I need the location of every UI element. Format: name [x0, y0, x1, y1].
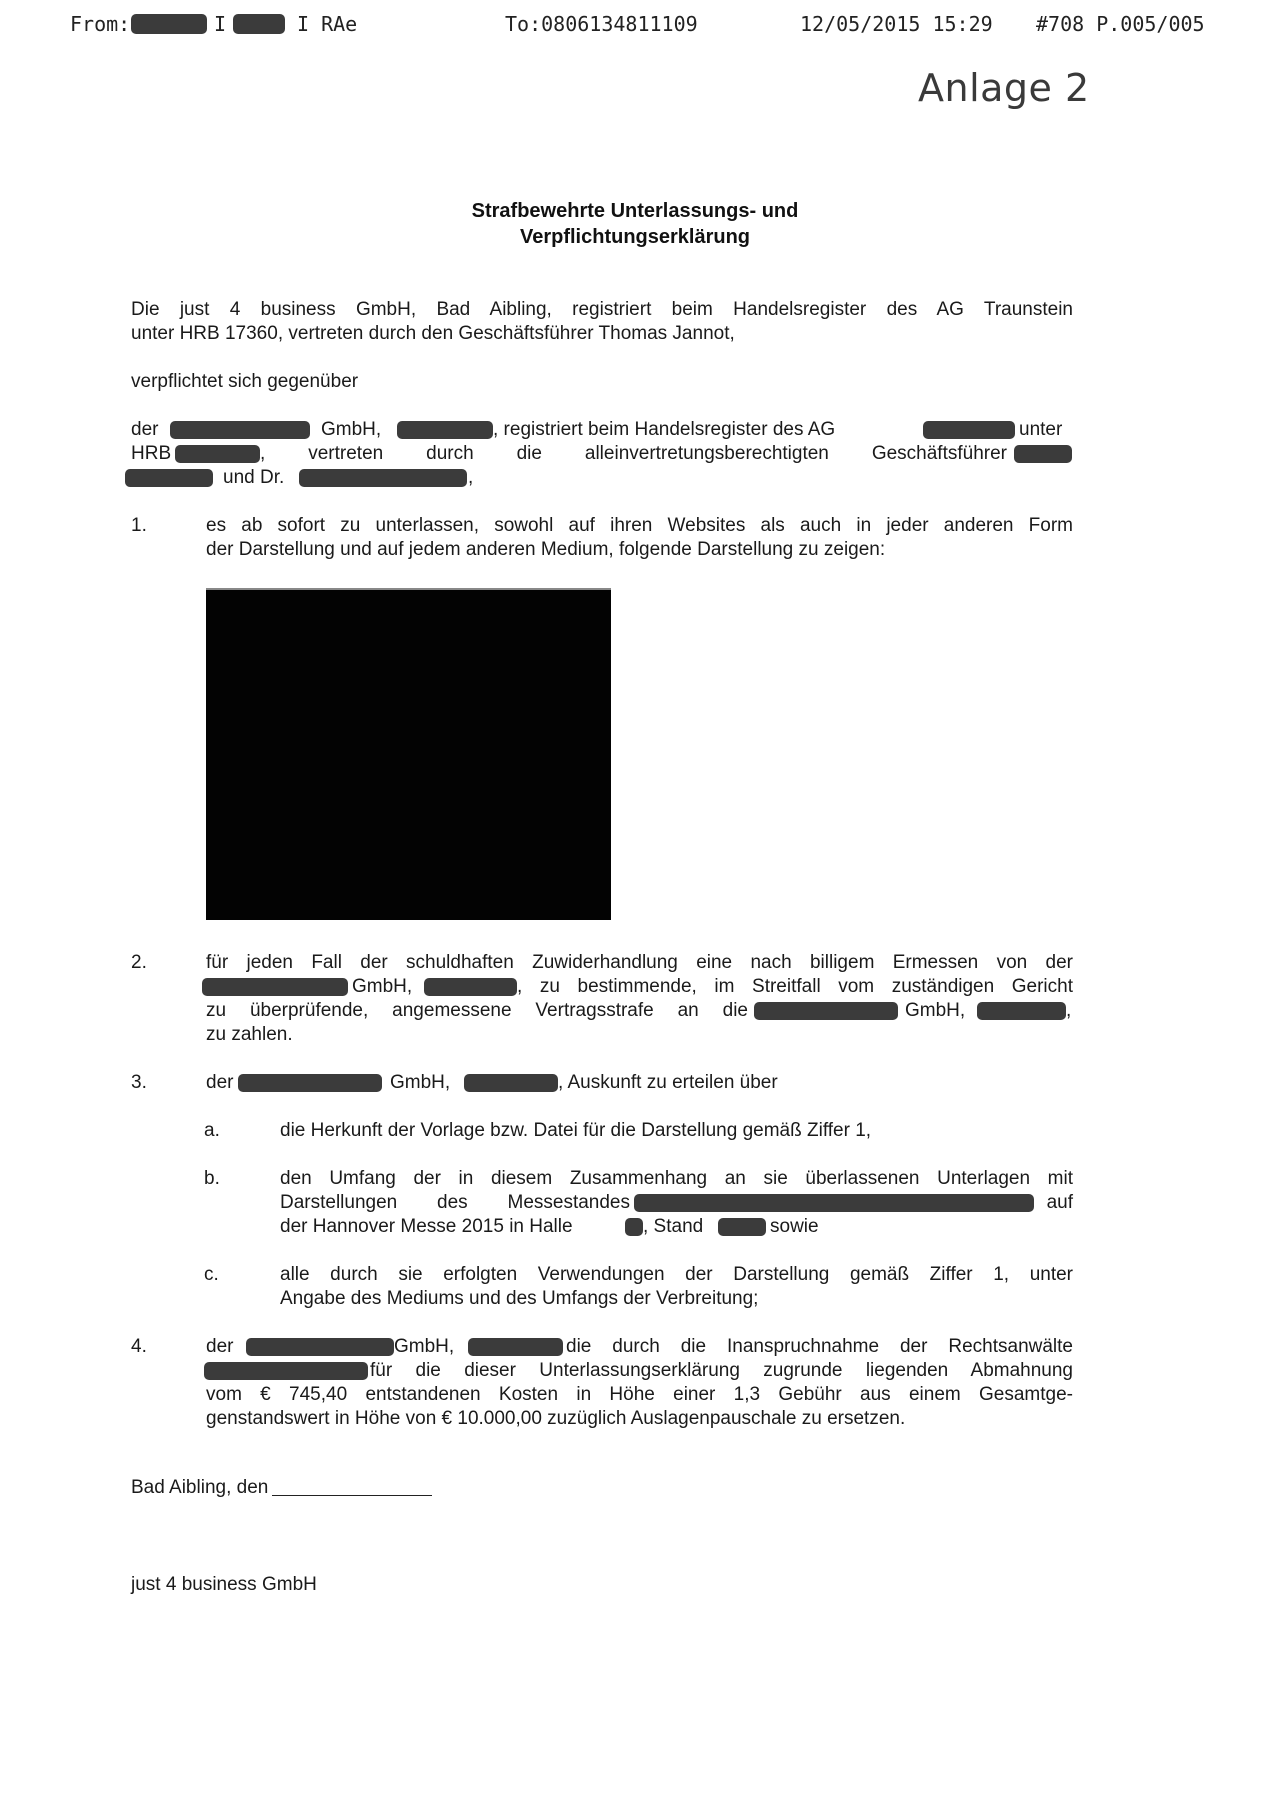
item-3-line-1	[206, 1071, 1073, 1095]
fax-header	[0, 12, 1270, 42]
item-2-gmbh: GmbH,	[352, 976, 413, 997]
redaction-hall	[625, 1218, 643, 1242]
item-4-warning-text: für die dieser Unterlassungserklärung zugrunde liegenden Abmahnung	[370, 1360, 1073, 1381]
item-3b-line-3	[280, 1215, 1073, 1239]
item-3-der: der	[206, 1072, 234, 1093]
title-line-1: Strafbewehrte Unterlassungs- und	[471, 200, 799, 222]
item-3b-messe-text: der Hannover Messe 2015 in Halle	[280, 1216, 573, 1237]
party-line-1	[131, 418, 1073, 442]
item-1-text	[206, 514, 1073, 562]
party-und-dr: und Dr.	[223, 467, 285, 488]
item-2-determine-text: , zu bestimmende, im Streitfall vom zuständigen Gericht	[517, 976, 1073, 997]
title-line-2: Verpflichtungserklärung	[519, 226, 751, 248]
redaction-item2-name-2	[754, 1002, 898, 1026]
redaction-stand-number	[718, 1218, 766, 1242]
item-4-gmbh: GmbH,	[394, 1336, 455, 1357]
fax-from-label: From:	[70, 12, 131, 36]
party-represented-text: , vertreten durch die alleinvertretungsberechtigten Geschäftsführer	[260, 443, 1007, 464]
party-register-text: , registriert beim Handelsregister des AG	[493, 419, 836, 440]
item-2-gmbh-2: GmbH,	[905, 1000, 966, 1021]
item-4-line-1	[206, 1335, 1073, 1359]
party-line-2	[131, 442, 1073, 466]
item-4-text	[206, 1335, 1073, 1431]
party-gmbh: GmbH,	[321, 419, 382, 440]
item-3a-text: die Herkunft der Vorlage bzw. Datei für die Darstellung gemäß Ziffer 1,	[280, 1120, 872, 1141]
redaction-item2-city-2	[977, 1002, 1066, 1026]
item-3b-auf: auf	[1046, 1192, 1073, 1213]
item-2-line-1: für jeden Fall der schuldhaften Zuwiderhandlung eine nach billigem Ermessen von der	[206, 952, 1073, 973]
item-3b-sowie: sowie	[770, 1216, 819, 1237]
redaction-item3-name	[238, 1074, 382, 1098]
date-blank-line	[272, 1495, 432, 1496]
party-paragraph	[131, 418, 1073, 490]
party-unter: unter	[1019, 419, 1063, 440]
item-3-information-text: , Auskunft zu erteilen über	[558, 1072, 778, 1093]
redaction-item3-city	[464, 1074, 558, 1098]
item-1-line-1: es ab sofort zu unterlassen, sowohl auf ihren Websites als auch in jeder anderen Form	[206, 515, 1073, 536]
party-line-3	[131, 466, 1073, 490]
item-4-line-3: vom € 745,40 entstandenen Kosten in Höhe einer 1,3 Gebühr aus einem Gesamtge-	[206, 1384, 1073, 1405]
place-date-label: Bad Aibling, den	[131, 1477, 269, 1498]
item-3c-line-1: alle durch sie erfolgten Verwendungen der Darstellung gemäß Ziffer 1, unter	[280, 1264, 1073, 1285]
item-4-number: 4.	[131, 1336, 147, 1357]
item-3c-text	[280, 1263, 1073, 1311]
redaction-law-firm	[204, 1362, 368, 1386]
item-3-gmbh: GmbH,	[390, 1072, 451, 1093]
item-4-der: der	[206, 1336, 234, 1357]
attachment-mark: Anlage 2	[918, 66, 1090, 110]
item-2-line-3	[206, 999, 1073, 1023]
item-2-penalty-text: zu überprüfende, angemessene Vertragsstrafe an die	[206, 1000, 748, 1021]
fax-sender-suffix: I RAe	[297, 12, 358, 36]
fax-recipient: To:0806134811109	[505, 12, 698, 36]
item-3b-stand: , Stand	[643, 1216, 704, 1237]
item-3b-text	[280, 1167, 1073, 1239]
intro-paragraph	[131, 298, 1073, 346]
item-1-line-2: der Darstellung und auf jedem anderen Medium, folgende Darstellung zu zeigen:	[206, 539, 886, 560]
redacted-image	[206, 588, 611, 920]
item-3b-stand-text: Darstellungen des Messestandes	[280, 1192, 630, 1213]
redaction-fax-sender-1	[131, 14, 207, 38]
item-3b-line-2	[280, 1191, 1073, 1215]
fax-page-number: #708 P.005/005	[1036, 12, 1205, 36]
item-3b-label: b.	[204, 1168, 220, 1189]
item-2-line-4: zu zahlen.	[206, 1024, 293, 1045]
fax-separator-1: I	[214, 12, 227, 36]
redaction-director-1-cont	[125, 469, 213, 493]
obligation-phrase: verpflichtet sich gegenüber	[131, 371, 359, 392]
item-3-number: 3.	[131, 1072, 147, 1093]
item-3b-line-1: den Umfang der in diesem Zusammenhang an sie überlassenen Unterlagen mit	[280, 1168, 1073, 1189]
item-4-line-2	[206, 1359, 1073, 1383]
item-4-line-4: genstandswert in Höhe von € 10.000,00 zuzüglich Auslagenpauschale zu ersetzen.	[206, 1408, 906, 1429]
redaction-director-2	[299, 469, 467, 493]
item-3c-label: c.	[204, 1264, 219, 1285]
party-comma: ,	[468, 467, 474, 488]
fax-datetime: 12/05/2015 15:29	[800, 12, 993, 36]
item-1-number: 1.	[131, 515, 147, 536]
intro-line-2: unter HRB 17360, vertreten durch den Geschäftsführer Thomas Jannot,	[131, 323, 735, 344]
signatory-company: just 4 business GmbH	[131, 1574, 317, 1595]
document-title	[0, 198, 1270, 250]
item-2-comma: ,	[1066, 1000, 1072, 1021]
item-3a-label: a.	[204, 1120, 220, 1141]
item-2-number: 2.	[131, 952, 147, 973]
place-date	[131, 1476, 1073, 1500]
item-3c-line-2: Angabe des Mediums und des Umfangs der Verbreitung;	[280, 1288, 759, 1309]
item-2-text	[206, 951, 1073, 1047]
intro-line-1: Die just 4 business GmbH, Bad Aibling, registriert beim Handelsregister des AG Traunstein	[131, 299, 1073, 320]
item-4-lawyers-text: die durch die Inanspruchnahme der Rechtsanwälte	[566, 1336, 1073, 1357]
redaction-fax-sender-2	[233, 14, 285, 38]
item-3-text	[206, 1071, 1073, 1095]
item-2-line-2	[206, 975, 1073, 999]
party-der: der	[131, 419, 159, 440]
party-hrb: HRB	[131, 443, 172, 464]
